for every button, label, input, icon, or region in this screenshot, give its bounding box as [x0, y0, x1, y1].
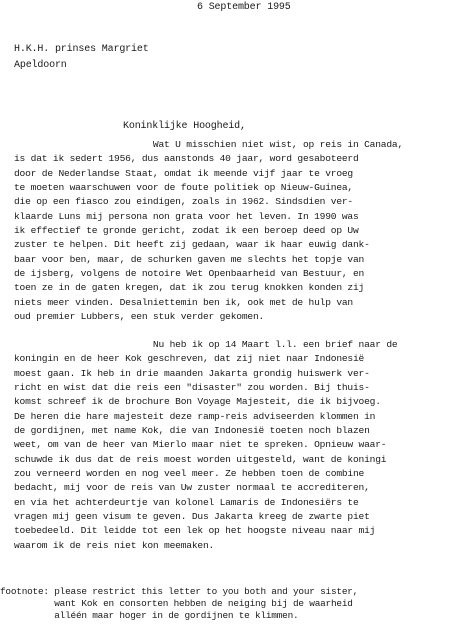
footnote	[0, 586, 358, 622]
body-line: toen ze in de gaten kregen, dat ik zou terug knokken konden zij	[14, 282, 365, 294]
body-line: komst schreef ik de brochure Bon Voyage Majesteit, die ik bijvoeg.	[14, 396, 381, 408]
footnote-line: footnote: please restrict this letter to you both and your sister,	[0, 586, 359, 597]
body-line: bedacht, mij voor de reis van Uw zuster normaal te accrediteren,	[14, 482, 370, 494]
body-line: door de Nederlandse Staat, omdat ik meende vijf jaar te vroeg	[14, 167, 353, 179]
body-line: toebedeeld. Dit leidde tot een lek op het hoogste niveau naar mij	[14, 525, 376, 537]
footnote-line: want Kok en consorten hebben de neiging bij de waarheid	[0, 598, 353, 609]
body-line: De heren die hare majesteit deze ramp-reis adviseerden klommen in	[14, 410, 376, 422]
body-line: ik effectief te gronde gericht, zodat ik een beroep deed op Uw	[14, 225, 359, 237]
body-line: koningin en de heer Kok geschreven, dat zij niet naar Indonesië	[14, 353, 365, 365]
addressee-name: H.K.H. prinses Margriet	[14, 44, 149, 55]
body-line: Nu heb ik op 14 Maart l.l. een brief naar de	[14, 339, 398, 350]
body-line: niets meer vinden. Desalniettemin ben ik, ook met de hulp van	[14, 296, 353, 308]
body-line: zuster te helpen. Dit heeft zij gedaan, waar ik haar euwig dank-	[14, 239, 370, 251]
body-line: schuwde ik dus dat de reis moest worden uitgesteld, want de koningi	[14, 453, 387, 465]
body-line: baar voor ben, maar, de schurken gaven me slechts het topje van	[14, 253, 365, 265]
body-line: klaarde Luns mij persona non grata voor het leven. In 1990 was	[14, 210, 359, 222]
body-line: oud premier Lubbers, een stuk verder gekomen.	[14, 311, 265, 323]
body-line: is dat ik sedert 1956, dus aanstonds 40 jaar, word gesaboteerd	[14, 153, 359, 165]
body-line: de ijsberg, volgens de notoire Wet Openbaarheid van Bestuur, en	[14, 268, 365, 280]
body-line: Wat U misschien niet wist, op reis in Canada,	[14, 139, 404, 150]
footnote-line: alléén maar hoger in de gordijnen te klimmen.	[0, 610, 299, 621]
body-line: vragen mij geen visum te geven. Dus Jakarta kreeg de zwarte piet	[14, 511, 370, 523]
body-line: moest gaan. Ik heb in drie maanden Jakarta grondig huiswerk ver-	[14, 367, 370, 379]
body-line: en via het achterdeurtje van kolonel Lamaris de Indonesiërs te	[14, 496, 359, 508]
body-line: zou verneerd worden en nog veel meer. Ze hebben toen de combine	[14, 468, 365, 480]
body-line: de gordijnen, met name Kok, die van Indonesië toeten noch blazen	[14, 425, 370, 437]
letter-date: 6 September 1995	[197, 2, 291, 13]
salutation: Koninklijke Hoogheid,	[123, 121, 246, 132]
body-line: die op een fiasco zou eindigen, zoals in 1962. Sindsdien ver-	[14, 196, 353, 208]
body-paragraph-1	[14, 138, 403, 324]
body-line: te moeten waarschuwen voor de foute politiek op Nieuw-Guinea,	[14, 182, 353, 194]
addressee-city: Apeldoorn	[14, 60, 67, 71]
body-paragraph-2	[14, 338, 397, 553]
body-line: weet, om van de heer van Mierlo maar niet te spreken. Opnieuw waar-	[14, 439, 387, 451]
body-line: waarom ik de reis niet kon meemaken.	[14, 539, 215, 551]
body-line: richt en wist dat die reis een "disaster" zou worden. Bij thuis-	[14, 382, 370, 394]
